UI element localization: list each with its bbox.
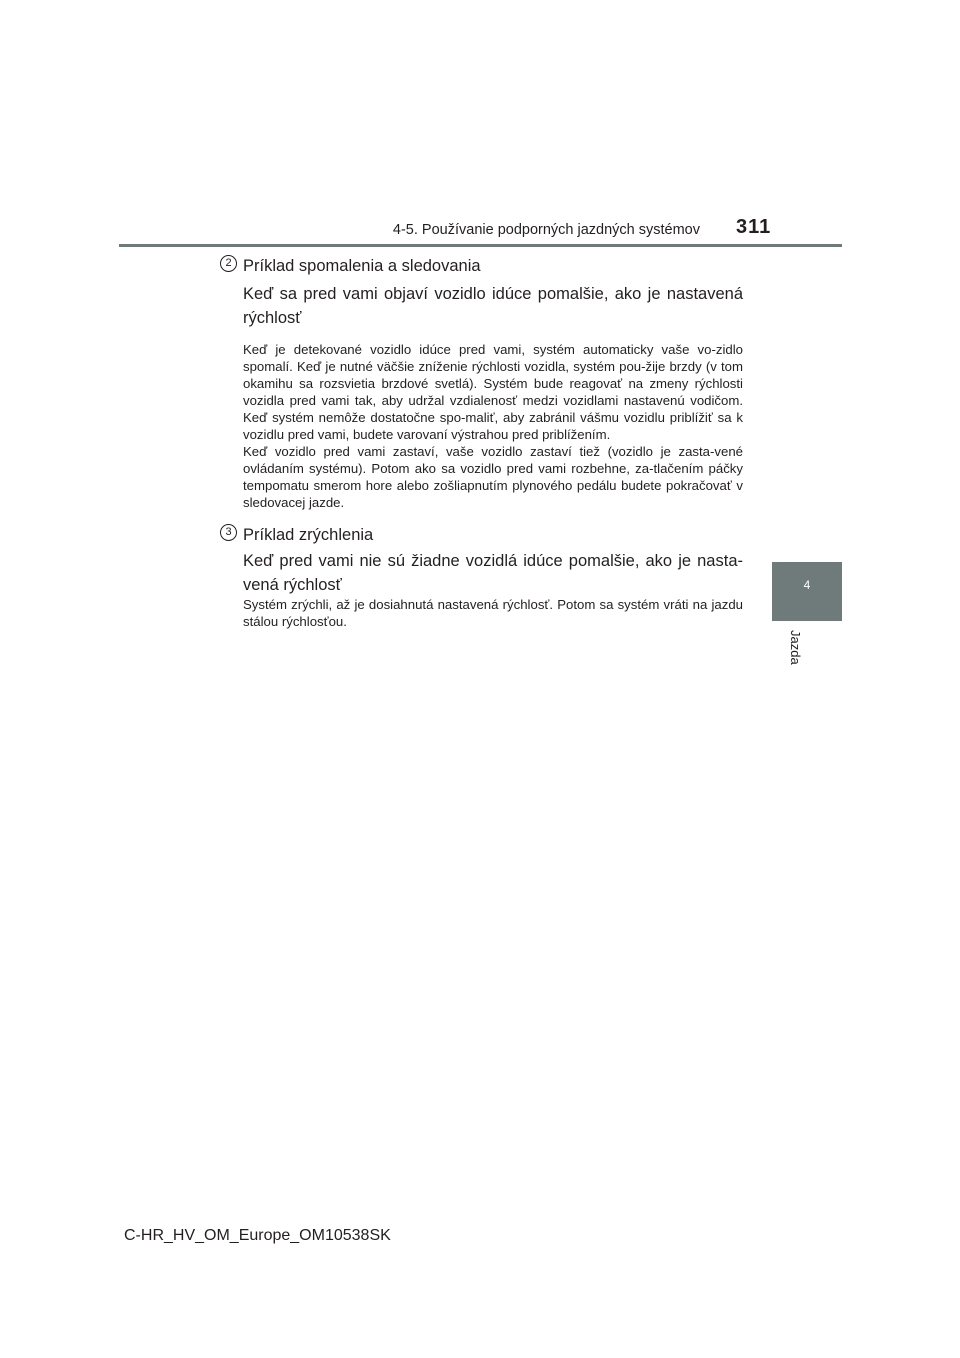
section-subheading: Keď pred vami nie sú žiadne vozidlá idúce pomalšie, ako je nasta-vená rýchlosť	[243, 552, 743, 594]
section-heading: Príklad zrýchlenia	[243, 526, 374, 544]
chapter-number: 4	[803, 578, 811, 592]
section-subheading: Keď sa pred vami objaví vozidlo idúce pomalšie, ako je nastavená rýchlosť	[243, 285, 743, 327]
step-marker-icon: 3	[220, 524, 237, 541]
chapter-label: Jazda	[788, 630, 803, 665]
step-marker-icon: 2	[220, 255, 237, 272]
body-paragraph: Systém zrýchli, až je dosiahnutá nastavená rýchlosť. Potom sa systém vráti na jazdu stálou rýchlosťou.	[243, 597, 743, 629]
section-body	[243, 596, 743, 630]
body-paragraph: Keď je detekované vozidlo idúce pred vami, systém automaticky vaše vo-zidlo spomalí. Keď je nutné väčšie zníženie rýchlosti vozidla, systém pou-žije brzdy (v tom okamihu sa rozsvietia brzdové svetlá). Systém bude reagovať na zmeny rýchlosti vozidla pred vami tak, aby udržal vzdialenosť medzi vozidlami nastavenú vodičom. Keď systém nemôže dostatočne spo-maliť, aby zabránil vášmu vozidlu priblížiť sa k vozidlu pred vami, budete varovaní výstrahou pred priblížením.	[243, 342, 743, 442]
section-heading: Príklad spomalenia a sledovania	[243, 257, 481, 275]
section-title: 4-5. Používanie podporných jazdných systémov	[392, 222, 700, 238]
body-paragraph: Keď vozidlo pred vami zastaví, vaše vozidlo zastaví tiež (vozidlo je zasta-vené ovládaním systému). Potom ako sa vozidlo pred vami rozbehne, za-tlačením páčky tempomatu smerom hore alebo zošliapnutím plynového pedálu budete pokračovať v sledovacej jazde.	[243, 444, 743, 510]
page-number: 311	[736, 216, 772, 238]
header-divider	[119, 244, 842, 247]
chapter-tab	[772, 562, 842, 621]
section-body	[243, 341, 743, 511]
document-code: C-HR_HV_OM_Europe_OM10538SK	[124, 1227, 391, 1244]
